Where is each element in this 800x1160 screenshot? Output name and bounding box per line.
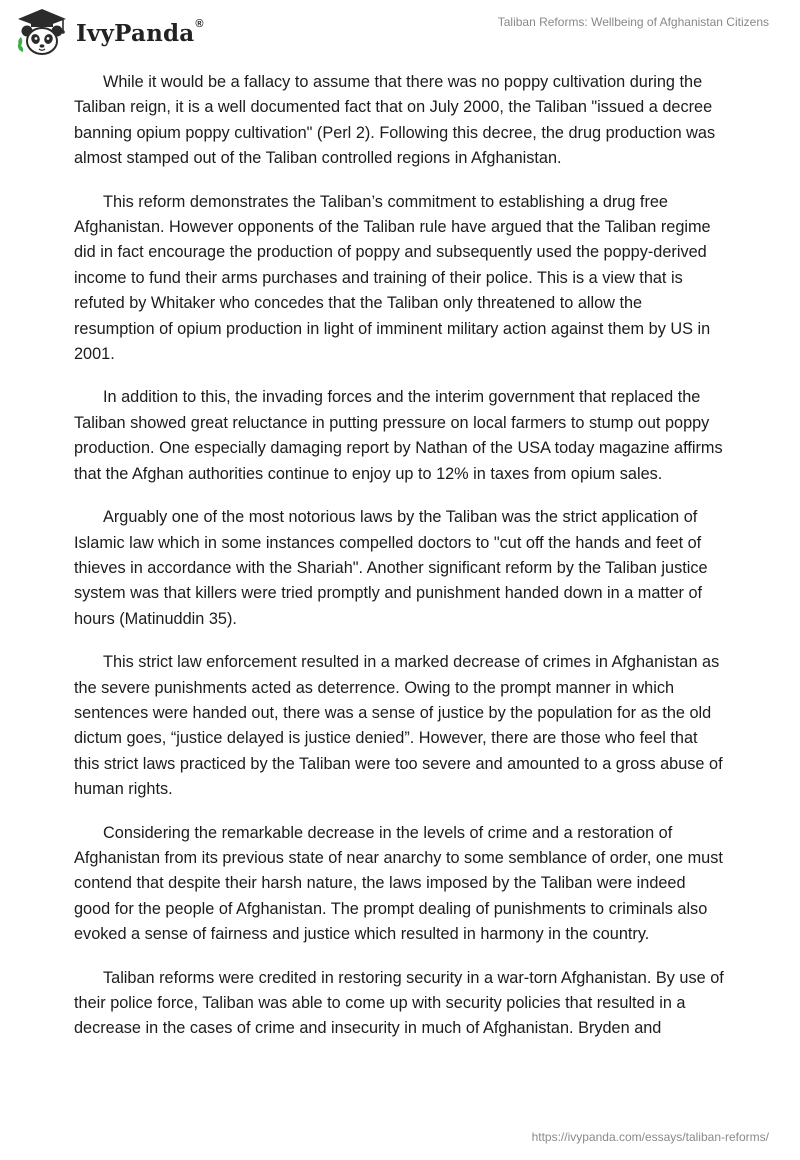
paragraph: While it would be a fallacy to assume that there was no poppy cultivation during the Taliban reign, it is a well documented fact that on July 2000, the Taliban "issued a decree banning opium poppy cultivation" (Perl 2). Following this decree, the drug production was almost stamped out of the Taliban controlled regions in Afghanistan.	[74, 73, 716, 168]
paragraph: This reform demonstrates the Taliban’s commitment to establishing a drug free Afghanistan. However opponents of the Taliban rule have argued that the Taliban regime did in fact encourage the production of poppy and subsequently used the poppy-derived income to fund their arms purchases and training of their police. This is a view that is refuted by Whitaker who concedes that the Taliban only threatened to allow the resumption of opium production in light of imminent military action against them by US in 2001.	[74, 192, 711, 364]
registered-mark: ®	[195, 17, 204, 30]
source-url-link[interactable]: https://ivypanda.com/essays/taliban-reforms/	[531, 1130, 769, 1144]
paragraph: In addition to this, the invading forces and the interim government that replaced the Taliban showed great reluctance in putting pressure on local farmers to stump out poppy production. One especially damaging report by Nathan of the USA today magazine affirms that the Afghan authorities continue to enjoy up to 12% in taxes from opium sales.	[74, 388, 723, 483]
ivypanda-logo[interactable]	[14, 6, 204, 58]
paragraph: Taliban reforms were credited in restoring security in a war-torn Afghanistan. By use of their police force, Taliban was able to come up with security policies that resulted in a decrease in the cases of crime and insecurity in much of Afghanistan. Bryden and	[74, 968, 724, 1038]
paragraph: Arguably one of the most notorious laws by the Taliban was the strict application of Islamic law which in some instances compelled doctors to "cut off the hands and feet of thieves in accordance with the Shariah". Another significant reform by the Taliban justice system was that killers were tried promptly and punishment handed down in a matter of hours (Matinuddin 35).	[74, 508, 708, 628]
essay-body	[74, 70, 726, 1060]
page-header	[0, 0, 800, 70]
brand-name	[76, 17, 204, 47]
brand-name-text: IvyPanda	[76, 19, 195, 47]
paragraph: This strict law enforcement resulted in a marked decrease of crimes in Afghanistan as the severe punishments acted as deterrence. Owing to the prompt manner in which sentences were handed out, there was a sense of justice by the population for as the old dictum goes, “justice delayed is justice denied”. However, there are those who feel that this strict laws practiced by the Taliban were too severe and amounted to a gross abuse of human rights.	[74, 653, 723, 799]
panda-graduate-icon	[14, 7, 70, 57]
paragraph: Considering the remarkable decrease in the levels of crime and a restoration of Afghanistan from its previous state of near anarchy to some semblance of order, one must contend that despite their harsh nature, the laws imposed by the Taliban were indeed good for the people of Afghanistan. The prompt dealing of punishments to criminals also evoked a sense of fairness and justice which resulted in harmony in the country.	[74, 823, 723, 944]
document-title: Taliban Reforms: Wellbeing of Afghanistan Citizens	[497, 15, 769, 29]
